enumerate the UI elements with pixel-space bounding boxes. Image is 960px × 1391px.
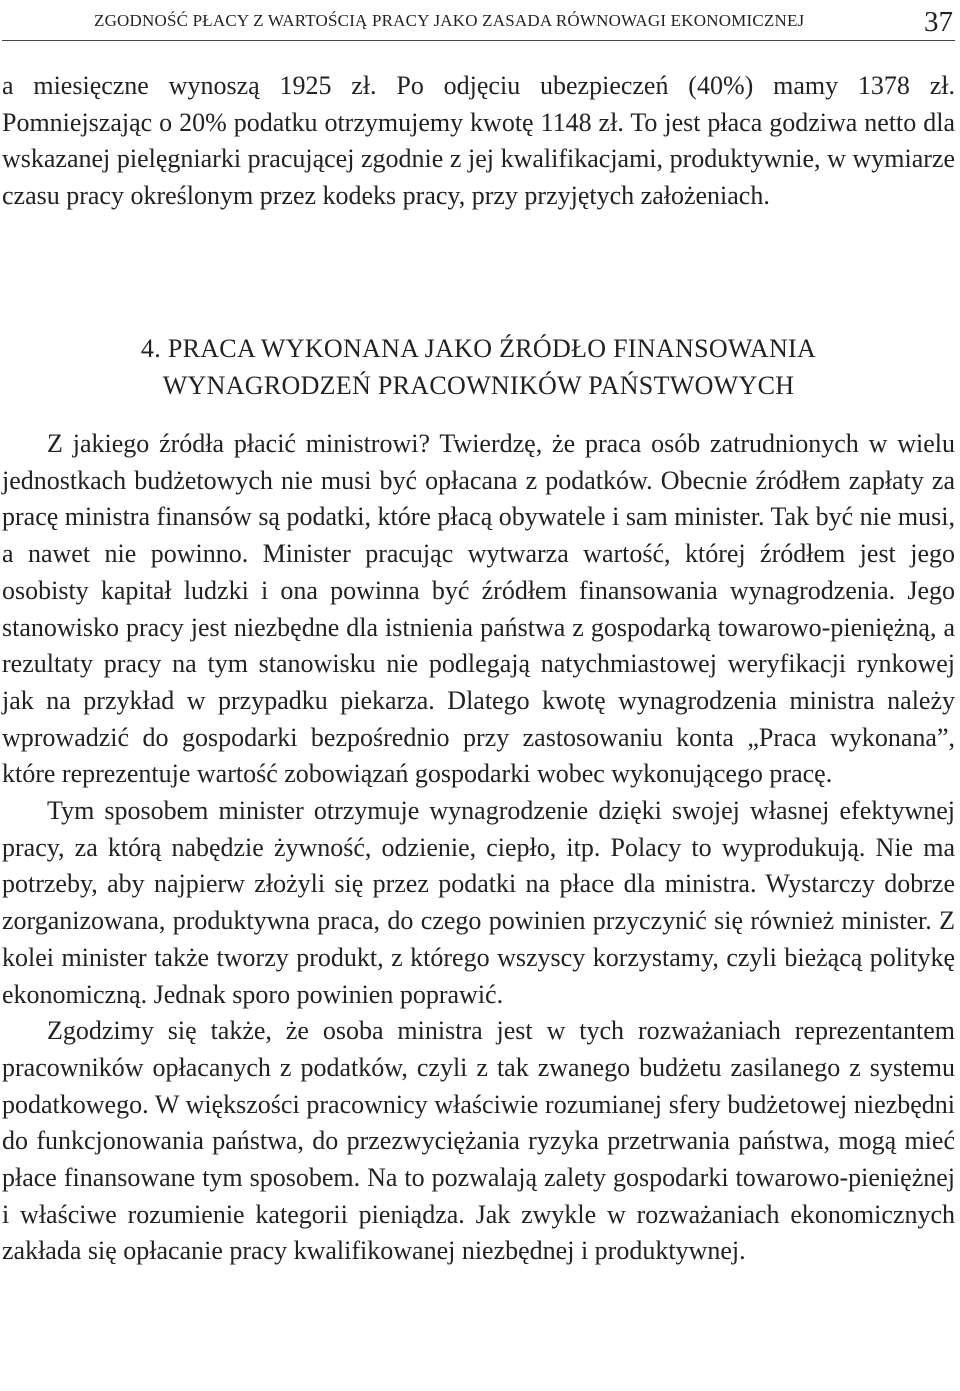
page-number: 37 (924, 6, 953, 38)
intro-text (2, 68, 955, 215)
section-heading (2, 330, 955, 404)
section-heading-line-2: WYNAGRODZEŃ PRACOWNIKÓW PAŃSTWOWYCH (162, 371, 795, 400)
section-body (2, 426, 955, 1270)
running-header (2, 4, 955, 41)
body-paragraph: Tym sposobem minister otrzymuje wynagrodzenie dzięki swojej własnej efektywnej pracy, za którą nabędzie żywność, odzienie, ciepło, itp. Polacy to wyprodukują. Nie ma potrzeby, aby najpierw złożyli się przez podatki na płace dla ministra. Wystarczy dobrze zorganizowana, produktywna praca, do czego powinien przyczynić się również minister. Z kolei minister także tworzy produkt, z którego wszyscy korzystamy, czyli bieżącą politykę ekonomiczną. Jednak sporo powinien poprawić. (2, 796, 955, 1009)
body-paragraph: Zgodzimy się także, że osoba ministra jest w tych rozważaniach reprezentantem pracowników opłacanych z podatków, czyli z tak zwanego budżetu zasilanego z systemu podatkowego. W większości pracownicy właściwie rozumianej sfery budżetowej niezbędni do funkcjonowania państwa, do przezwyciężania ryzyka przetrwania państwa, mogą mieć płace finansowane tym sposobem. Na to pozwalają zalety gospodarki towarowo-pieniężnej i właściwe rozumienie kategorii pieniądza. Jak zwykle w rozważaniach ekonomicznych zakłada się opłacanie pracy kwalifikowanej niezbędnej i produktywnej. (2, 1016, 955, 1266)
intro-paragraph: a miesięczne wynoszą 1925 zł. Po odjęciu ubezpieczeń (40%) mamy 1378 zł. Pomniejszając o 20% podatku otrzymujemy kwotę 1148 zł. To jest płaca godziwa netto dla wskazanej pielęgniarki pracującej zgodnie z jej kwalifikacjami, produktywnie, w wymiarze czasu pracy określonym przez kodeks pracy, przy przyjętych założeniach. (2, 71, 955, 211)
body-paragraph: Z jakiego źródła płacić ministrowi? Twierdzę, że praca osób zatrudnionych w wielu jednostkach budżetowych nie musi być opłacana z podatków. Obecnie źródłem zapłaty za pracę ministra finansów są podatki, które płacą obywatele i sam minister. Tak być nie musi, a nawet nie powinno. Minister pracując wytwarza wartość, której źródłem jest jego osobisty kapitał ludzki i ona powinna być źródłem finansowania wynagrodzenia. Jego stanowisko pracy jest niezbędne dla istnienia państwa z gospodarką towarowo-pieniężną, a rezultaty pracy na tym stanowisku nie podlegają natychmiastowej weryfikacji rynkowej jak na przykład w przypadku piekarza. Dlatego kwotę wynagrodzenia ministra należy wprowadzić do gospodarki bezpośrednio przy zastosowaniu konta „Praca wykonana”, które reprezentuje wartość zobowiązań gospodarki wobec wykonującego pracę. (2, 429, 955, 789)
running-title: ZGODNOŚĆ PŁACY Z WARTOŚCIĄ PRACY JAKO ZASADA RÓWNOWAGI EKONOMICZNEJ (94, 11, 805, 30)
section-heading-line-1: 4. PRACA WYKONANA JAKO ŹRÓDŁO FINANSOWANIA (140, 334, 817, 363)
